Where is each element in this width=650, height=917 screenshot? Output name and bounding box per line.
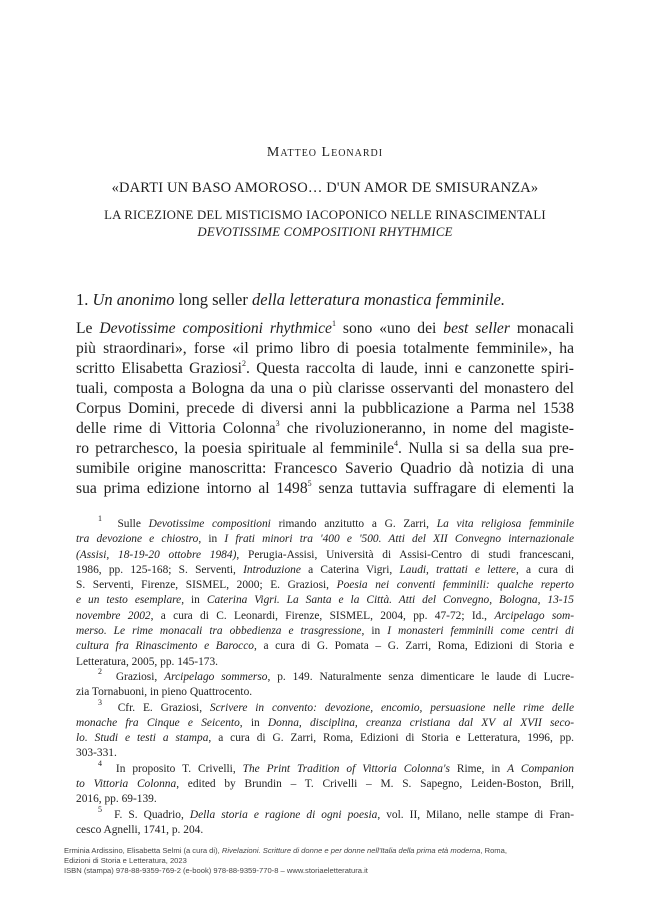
body-line: Corpus Domini, precede di diversi anni la pubblicazione a Parma nel 1538 xyxy=(76,400,574,417)
footnote-line: zia Tornabuoni, in pieno Quattrocento. xyxy=(76,686,253,699)
footnote-number: 4 xyxy=(98,758,102,768)
footnote-line: 2016, pp. 69-139. xyxy=(76,793,157,806)
section-number: 1. xyxy=(76,290,89,309)
text-run: tra devozione e chiostro xyxy=(76,533,199,546)
footnote-number: 2 xyxy=(98,667,102,677)
footnote-line xyxy=(76,563,574,578)
footer-line: Edizioni di Storia e Letteratura, 2023 xyxy=(64,856,187,866)
subtitle-line-2: DEVOTISSIME COMPOSITIONI RHYTHMICE xyxy=(197,225,453,239)
text-run: Devotissime compositioni rhythmice xyxy=(99,320,332,337)
publication-footer xyxy=(64,846,594,877)
text-run: monache fra Cinque e Seicento xyxy=(76,716,240,729)
text-run: scritto Elisabetta Graziosi xyxy=(76,360,243,377)
text-run: , in xyxy=(239,716,268,729)
text-run: Introduzione xyxy=(243,563,301,576)
text-run: , in xyxy=(198,533,225,546)
text-run: Graziosi, xyxy=(115,670,165,683)
text-run: , Perugia-Assisi, Università di Assisi-Centro di studi francescani, xyxy=(236,548,574,561)
footnote-number: 1 xyxy=(98,514,102,524)
text-run: Le xyxy=(76,320,100,337)
text-run: La vita religiosa femminile xyxy=(436,518,575,530)
author-name: Matteo Leonardi xyxy=(266,145,384,160)
text-run: . Nulla si sa della sua pre- xyxy=(398,440,574,457)
footnote-line xyxy=(76,777,574,792)
text-run: lo. Studi e testi a stampa xyxy=(76,732,209,745)
text-run: sua prima edizione intorno al 1498 xyxy=(76,480,308,497)
text-run: a Caterina Vigri, xyxy=(300,563,400,576)
text-run: Arcipelago som- xyxy=(494,609,574,622)
footnote-line xyxy=(76,593,574,608)
body-line xyxy=(76,419,574,439)
text-run: Sulle xyxy=(117,518,149,530)
article-subtitle xyxy=(60,207,590,241)
footnote-ref[interactable]: 1 xyxy=(331,318,336,328)
text-run: delle rime di Vittoria Colonna xyxy=(76,420,276,437)
text-run: Cfr. E. Graziosi, xyxy=(117,701,210,714)
footnote-line xyxy=(76,697,574,716)
text-run: 1986, pp. 125-168; S. Serventi, xyxy=(76,563,244,576)
section-heading xyxy=(76,290,576,310)
footnote-line xyxy=(76,758,575,777)
text-run: , edited by Brundin – T. Crivelli – M. S. Sapegno, Leiden-Boston, Brill, xyxy=(176,778,574,791)
text-run: . Questa raccolta di laude, inni e canzonette spiri- xyxy=(246,360,574,377)
text-run: The Print Tradition of Vittoria Colonna's xyxy=(242,762,450,775)
footnote-ref[interactable]: 2 xyxy=(242,358,247,368)
text-run: Arcipelago sommerso xyxy=(164,670,268,683)
text-run: , Roma, xyxy=(480,846,507,855)
body-line: sumibile origine manoscritta: Francesco Saverio Quadrio dà notizia di una xyxy=(76,460,574,477)
text-run: cultura fra Rinascimento e Barocco xyxy=(76,640,254,653)
body-line xyxy=(76,359,574,379)
footnote-ref[interactable]: 3 xyxy=(275,418,280,428)
footnote-line xyxy=(76,731,574,746)
subtitle-line-1: LA RICEZIONE DEL MISTICISMO IACOPONICO NELLE RINASCIMENTALI xyxy=(104,208,546,222)
text-run: best seller xyxy=(443,320,510,337)
text-run: to Vittoria Colonna xyxy=(76,778,177,791)
text-run: , in xyxy=(181,594,207,607)
body-line: più straordinari», forse «il primo libro di poesia totalmente femminile», ha xyxy=(76,340,574,357)
text-run: , a cura di C. Leonardi, Firenze, SISMEL, 2004, pp. 47-72; Id., xyxy=(150,609,495,622)
footer-isbn-line: ISBN (stampa) 978-88-9359-769-2 (e-book) 978-88-9359-770-8 – www.storiaeletteratura.it xyxy=(64,866,368,876)
footer-line xyxy=(64,846,594,856)
text-run: I monasteri femminili come centri di xyxy=(387,625,575,638)
text-run: , p. 149. Naturalmente senza dimenticare le laude di Lucre- xyxy=(267,670,575,683)
section-title-part: long seller xyxy=(174,290,252,309)
footnote-line: Letteratura, 2005, pp. 145-173. xyxy=(76,655,219,668)
text-run: Donna, disciplina, creanza cristiana dal XV al XVII seco- xyxy=(267,716,574,729)
section-title-part: della letteratura monastica femminile. xyxy=(252,290,505,309)
article-title: «DARTI UN BASO AMOROSO… D'UN AMOR DE SMISURANZA» xyxy=(111,180,539,196)
text-run: che rivoluzioneranno, in nome del magiste- xyxy=(279,420,574,437)
text-run: , a cura di xyxy=(515,563,574,576)
text-run: senza tuttavia suffragare di elementi la xyxy=(311,480,574,497)
text-run: e un testo esemplare xyxy=(76,594,182,607)
body-line: tuali, composta a Bologna da una o più clarisse osservanti del monastero del xyxy=(76,380,574,397)
body-text xyxy=(76,319,574,499)
text-run: Erminia Ardissino, Elisabetta Selmi (a cura di), xyxy=(64,846,222,855)
text-run: Della storia e ragione di ogni poesia xyxy=(189,808,378,821)
text-run: merso. Le rime monacali tra obbedienza e trasgressione xyxy=(76,625,362,638)
body-line xyxy=(76,479,574,499)
text-run: Laudi, trattati e lettere xyxy=(399,563,516,576)
body-line xyxy=(76,439,574,459)
footnote-line xyxy=(76,514,575,532)
footnote-number: 5 xyxy=(98,804,102,814)
text-run: novembre 2002 xyxy=(76,609,151,622)
text-run: Poesia nei conventi femminili: qualche reperto xyxy=(336,579,574,592)
text-run: Rivelazioni. Scritture di donne e per donne nell'Italia della prima età moderna xyxy=(221,846,481,855)
text-run: , vol. II, Milano, nelle stampe di Fran- xyxy=(377,808,574,821)
footnote-line xyxy=(76,578,574,593)
text-run: F. S. Quadrio, xyxy=(114,808,190,821)
text-run: sono «uno dei xyxy=(335,320,444,337)
footnote-line: cesco Agnelli, 1741, p. 204. xyxy=(76,823,204,836)
text-run: Caterina Vigri. La Santa e la Città. Atti del Convegno, Bologna, 13-15 xyxy=(206,594,574,607)
text-run: In proposito T. Crivelli, xyxy=(115,762,243,775)
footnote-ref[interactable]: 5 xyxy=(307,478,312,488)
footnote-line: 303-331. xyxy=(76,747,117,760)
text-run: rimando anzitutto a G. Zarri, xyxy=(270,518,437,530)
text-run: Devotissime compositioni xyxy=(148,518,271,530)
footnote-line xyxy=(76,667,575,685)
text-run: S. Serventi, Firenze, SISMEL, 2000; E. Graziosi, xyxy=(76,579,337,592)
footnote-line xyxy=(76,548,574,563)
text-run: (Assisi, 18-19-20 ottobre 1984) xyxy=(76,548,237,561)
footnote-line xyxy=(76,804,574,823)
text-run: ro petrarchesco, la poesia spirituale al femminile xyxy=(76,440,394,457)
text-run: Scrivere in convento: devozione, encomio, persuasione nelle rime delle xyxy=(209,701,574,714)
footnote-ref[interactable]: 4 xyxy=(394,438,398,448)
text-run: , in xyxy=(361,625,388,638)
text-run: , a cura di G. Zarri, Roma, Edizioni di Storia e Letteratura, 1996, pp. xyxy=(208,732,574,745)
footnote-line xyxy=(76,609,574,624)
text-run: I frati minori tra '400 e '500. Atti del XII Convegno internazionale xyxy=(224,533,575,546)
section-title-part: Un anonimo xyxy=(92,290,175,309)
text-run: , a cura di G. Pomata – G. Zarri, Roma, Edizioni di Storia e xyxy=(253,640,574,653)
footnotes xyxy=(76,514,575,838)
footnote-number: 3 xyxy=(98,697,102,707)
footnote-line xyxy=(76,532,574,547)
text-run: monacali xyxy=(509,320,574,337)
text-run: Rime, in xyxy=(449,762,508,775)
body-line xyxy=(76,319,574,339)
text-run: A Companion xyxy=(507,762,575,775)
footnote-line xyxy=(76,716,574,731)
footnote-line xyxy=(76,624,574,639)
footnote-line xyxy=(76,639,574,654)
